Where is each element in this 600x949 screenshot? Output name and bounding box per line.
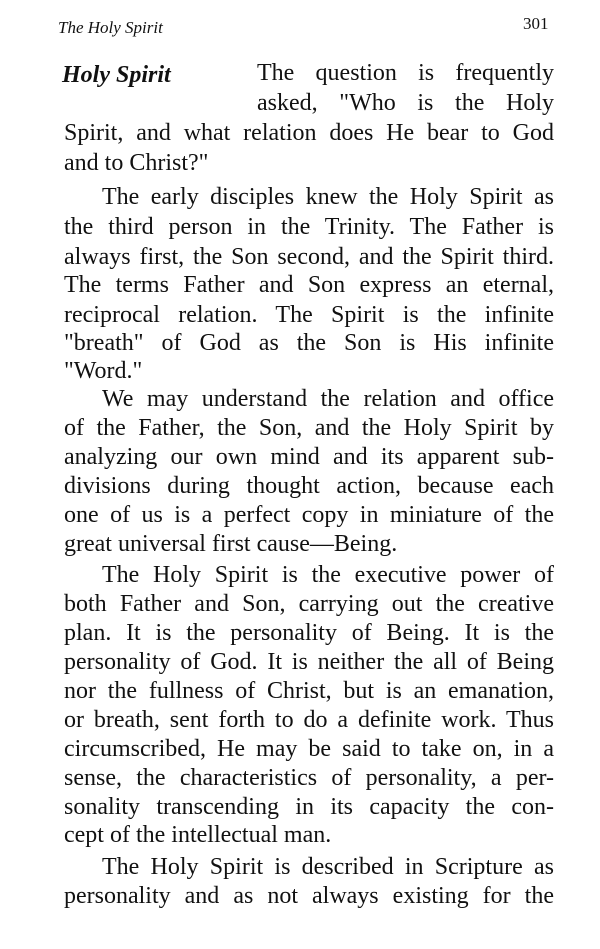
text-line: "Word." xyxy=(64,358,143,384)
text-line: sense, the characteristics of personality, a per- xyxy=(64,765,554,791)
text-line: The terms Father and Son express an eternal, xyxy=(64,272,554,298)
text-line: The question is frequently xyxy=(257,60,554,86)
entry-heading: Holy Spirit xyxy=(62,62,171,88)
running-head: The Holy Spirit xyxy=(58,18,163,37)
text-line: great universal first cause—Being. xyxy=(64,531,398,557)
text-line: both Father and Son, carrying out the creative xyxy=(64,591,554,617)
text-line: divisions during thought action, because each xyxy=(64,473,554,499)
text-line: personality and as not always existing for the xyxy=(64,883,554,909)
text-line: personality of God. It is neither the all of Being xyxy=(64,649,554,675)
text-line: circumscribed, He may be said to take on, in a xyxy=(64,736,554,762)
text-line: plan. It is the personality of Being. It is the xyxy=(64,620,554,646)
text-line: the third person in the Trinity. The Father is xyxy=(64,214,554,240)
text-line: The Holy Spirit is described in Scripture as xyxy=(102,854,554,880)
text-line: The Holy Spirit is the executive power of xyxy=(102,562,554,588)
text-line: reciprocal relation. The Spirit is the infinite xyxy=(64,302,554,328)
text-line: nor the fullness of Christ, but is an emanation, xyxy=(64,678,554,704)
text-line: The early disciples knew the Holy Spirit as xyxy=(102,184,554,210)
text-line: "breath" of God as the Son is His infinite xyxy=(64,330,554,356)
text-line: sonality transcending in its capacity the con- xyxy=(64,794,554,820)
text-line: We may understand the relation and office xyxy=(102,386,554,412)
text-line: analyzing our own mind and its apparent sub- xyxy=(64,444,554,470)
text-line: or breath, sent forth to do a definite work. Thus xyxy=(64,707,554,733)
text-line: always first, the Son second, and the Spirit third. xyxy=(64,244,554,270)
text-line: Spirit, and what relation does He bear to God xyxy=(64,120,554,146)
text-line: and to Christ?" xyxy=(64,150,209,176)
text-line: cept of the intellectual man. xyxy=(64,822,332,848)
text-line: one of us is a perfect copy in miniature of the xyxy=(64,502,554,528)
page-number: 301 xyxy=(523,14,549,33)
text-line: of the Father, the Son, and the Holy Spirit by xyxy=(64,415,554,441)
text-line: asked, "Who is the Holy xyxy=(257,90,554,116)
